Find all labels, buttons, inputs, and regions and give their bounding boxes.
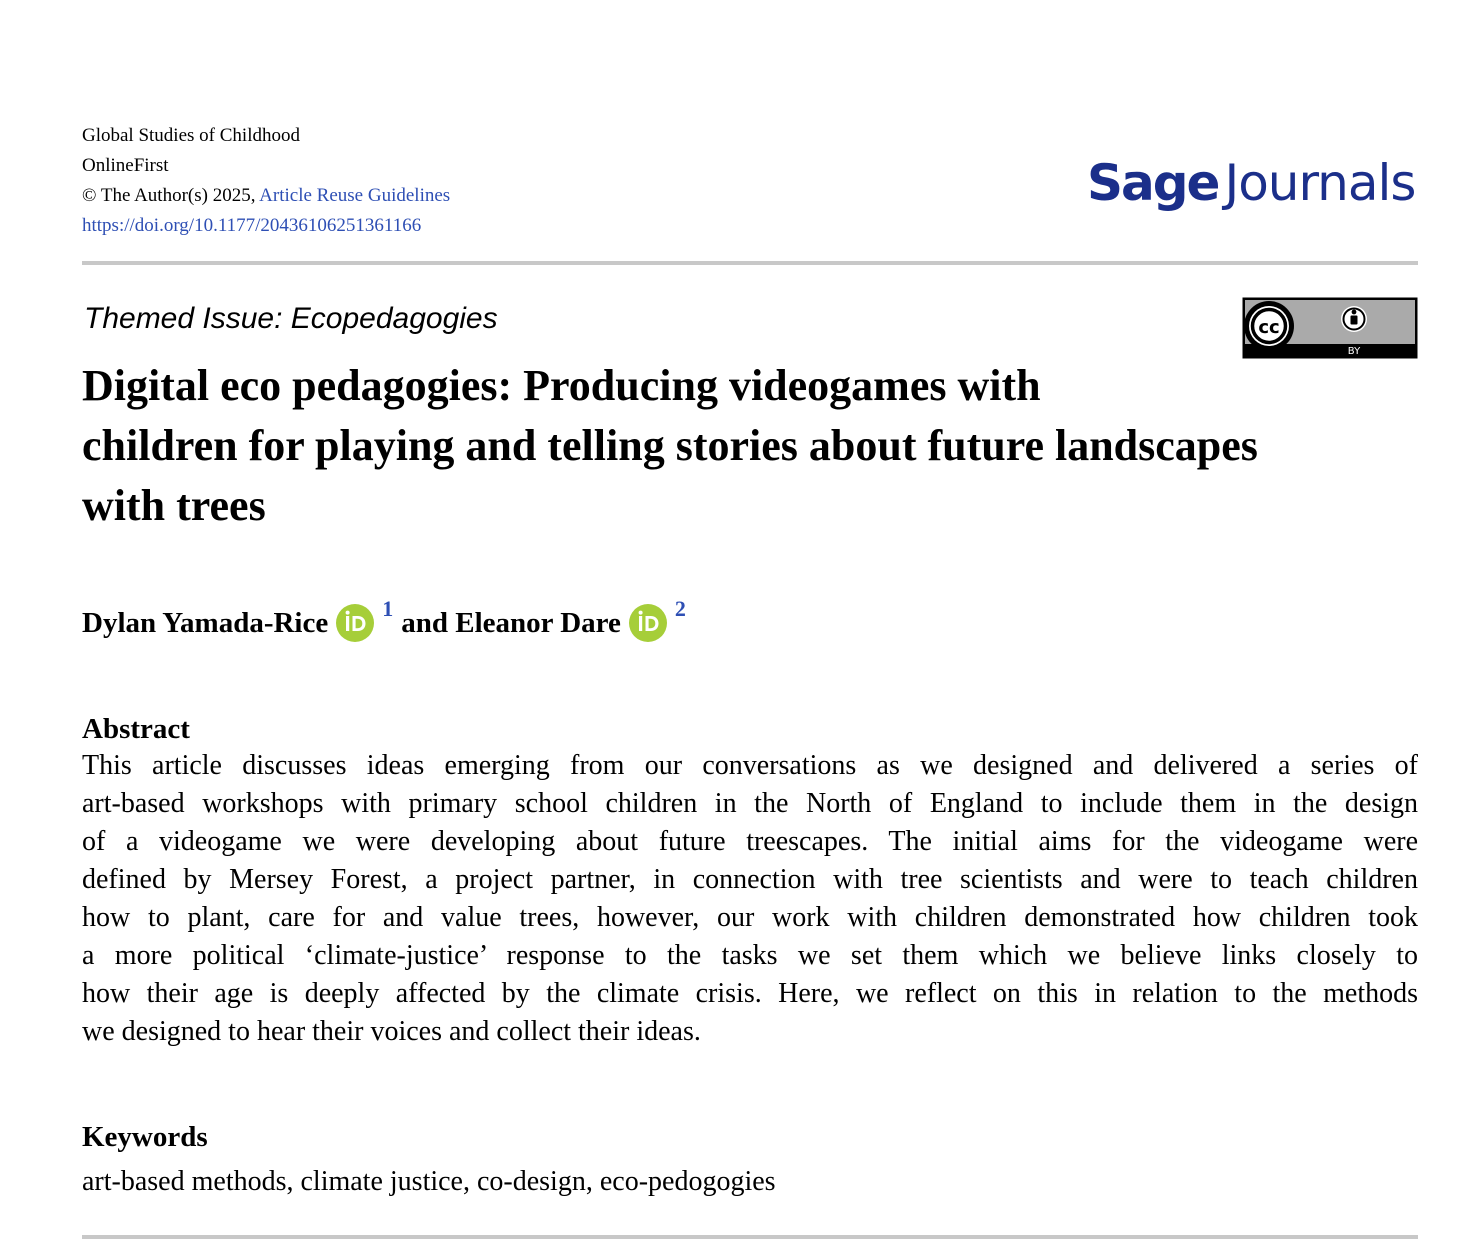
journal-meta — [82, 121, 450, 241]
themed-issue-label: Themed Issue: Ecopedagogies — [84, 302, 498, 335]
abstract-line: how to plant, care for and value trees, however, our work with children demonstrated how children took — [82, 902, 1418, 933]
title-line: Digital eco pedagogies: Producing videogames with — [82, 361, 1041, 410]
abstract-line: art-based workshops with primary school children in the North of England to include them in the design — [82, 788, 1418, 819]
cc-by-license-icon[interactable] — [1242, 297, 1418, 359]
publication-status: OnlineFirst — [82, 155, 169, 176]
doi-link[interactable]: https://doi.org/10.1177/20436106251361166 — [82, 215, 422, 236]
abstract-line: a more political ‘climate-justice’ response to the tasks we set them which we believe links closely to — [82, 940, 1418, 971]
logo-journals-text: Journals — [1224, 154, 1416, 212]
keywords-list: art-based methods, climate justice, co-design, eco-pedogogies — [82, 1166, 776, 1197]
footer-divider — [82, 1235, 1418, 1239]
by-text: BY — [1347, 346, 1361, 357]
author-name-1[interactable]: Dylan Yamada-Rice — [82, 607, 329, 639]
article-title — [82, 356, 1402, 536]
keywords-heading: Keywords — [82, 1121, 208, 1153]
header-divider — [82, 261, 1418, 265]
abstract-line: of a videogame we were developing about future treescapes. The initial aims for the videogame were — [82, 826, 1418, 857]
author-list — [82, 596, 694, 646]
abstract-line: how their age is deeply affected by the climate crisis. Here, we reflect on this in relation to the methods — [82, 978, 1418, 1009]
journal-name: Global Studies of Childhood — [82, 125, 300, 146]
sage-journals-logo[interactable] — [1087, 150, 1415, 216]
author-name-2[interactable]: and Eleanor Dare — [401, 607, 621, 639]
abstract-line: This article discusses ideas emerging from our conversations as we designed and delivered a series of — [82, 750, 1418, 781]
cc-text: cc — [1258, 317, 1280, 338]
copyright-text: © The Author(s) 2025, — [82, 185, 256, 206]
abstract-line: we designed to hear their voices and collect their ideas. — [82, 1016, 701, 1047]
orcid-icon[interactable] — [629, 604, 667, 642]
article-reuse-guidelines-link[interactable]: Article Reuse Guidelines — [259, 185, 451, 206]
title-line: with trees — [82, 481, 266, 530]
abstract-heading: Abstract — [82, 713, 190, 745]
affiliation-marker-1[interactable]: 1 — [382, 596, 394, 621]
abstract-line: defined by Mersey Forest, a project partner, in connection with tree scientists and were to teach children — [82, 864, 1418, 895]
orcid-icon[interactable] — [336, 604, 374, 642]
logo-sage-text: Sage — [1087, 154, 1219, 212]
abstract-text — [82, 747, 1418, 1051]
title-line: children for playing and telling stories about future landscapes — [82, 421, 1258, 470]
copyright-line — [82, 181, 450, 211]
affiliation-marker-2[interactable]: 2 — [674, 596, 686, 621]
